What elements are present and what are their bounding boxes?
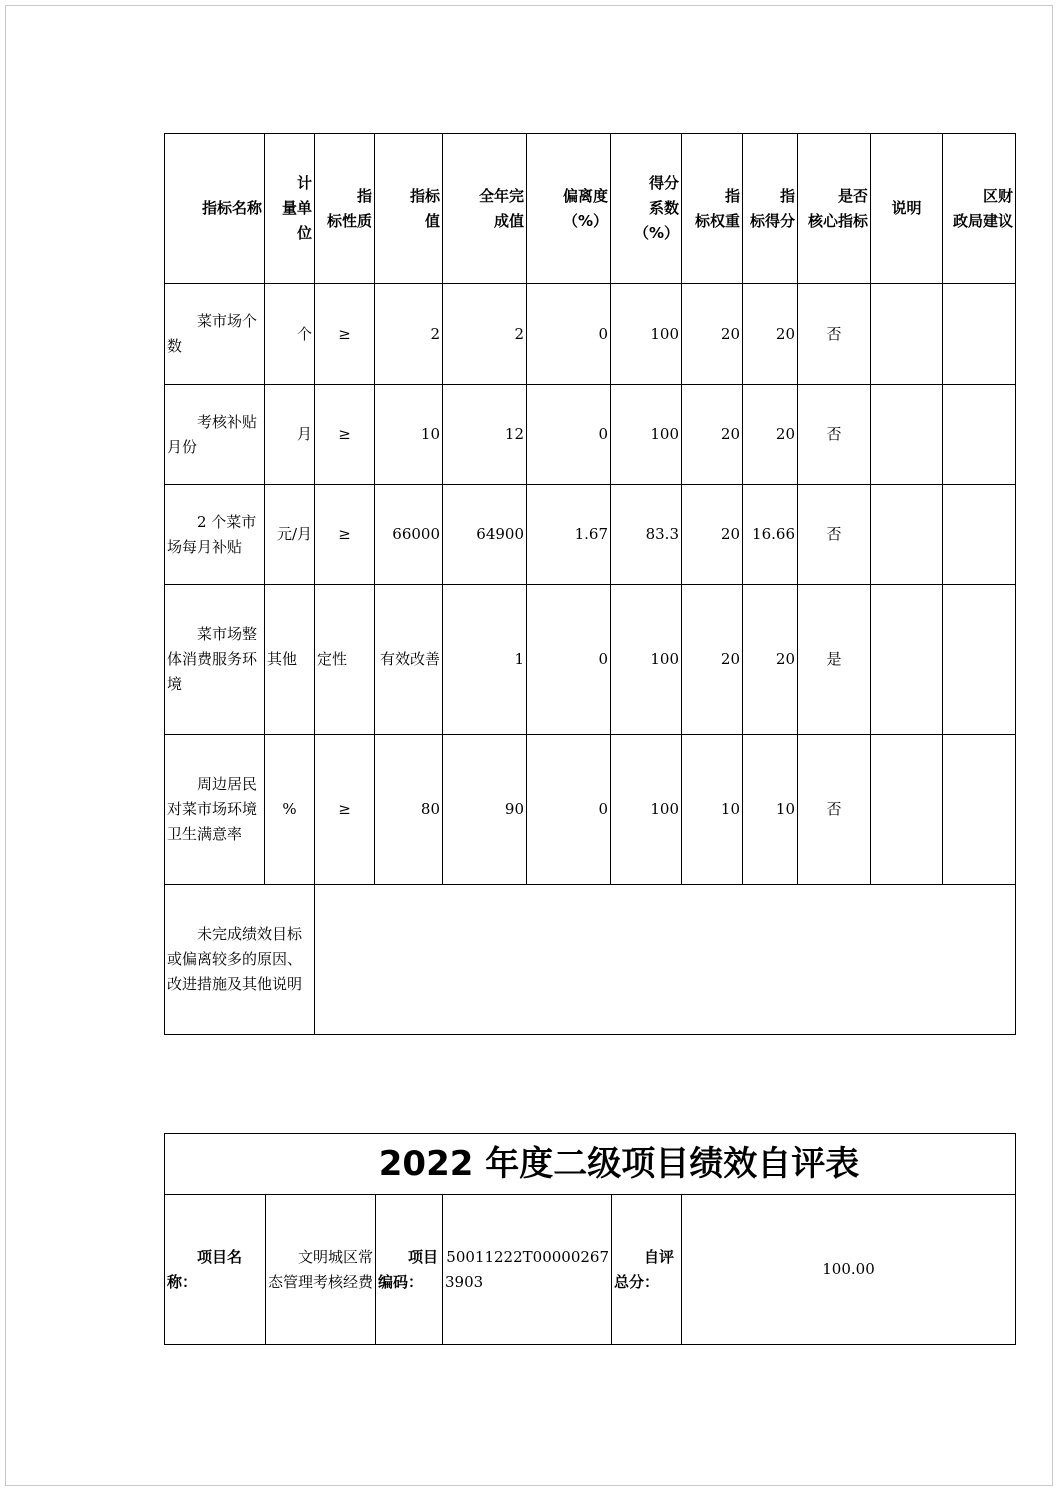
row-name: 2 个菜市场每月补贴 [165, 485, 265, 585]
row-deviation: 0 [527, 284, 611, 385]
self-score: 100.00 [682, 1195, 1016, 1345]
row-score: 20 [743, 284, 798, 385]
footer-value [315, 885, 1016, 1035]
row-weight: 20 [682, 585, 743, 735]
row-note [871, 735, 943, 885]
row-nature: 定性 [315, 585, 375, 735]
row-name: 菜市场个数 [165, 284, 265, 385]
indicator-table [164, 133, 1016, 1035]
header-core: 是否 核心指标 [798, 134, 871, 284]
row-core: 是 [798, 585, 871, 735]
row-advice [943, 485, 1016, 585]
header-weight: 指 标权重 [682, 134, 743, 284]
info-row [165, 1195, 1016, 1345]
row-core: 否 [798, 735, 871, 885]
row-coef: 100 [611, 385, 682, 485]
header-advice: 区财 政局建议 [943, 134, 1016, 284]
row-score: 20 [743, 385, 798, 485]
row-nature: ≥ [315, 284, 375, 385]
row-note [871, 284, 943, 385]
header-row [165, 134, 1016, 284]
row-note [871, 385, 943, 485]
table-row [165, 385, 1016, 485]
row-unit: 元/月 [265, 485, 315, 585]
row-weight: 20 [682, 385, 743, 485]
row-score: 20 [743, 585, 798, 735]
project-name-label: 项目名称： [165, 1195, 266, 1345]
row-nature: ≥ [315, 385, 375, 485]
row-coef: 83.3 [611, 485, 682, 585]
row-unit: 其他 [265, 585, 315, 735]
page-title: 2022 年度二级项目绩效自评表 [165, 1134, 1016, 1195]
row-score: 16.66 [743, 485, 798, 585]
header-note: 说明 [871, 134, 943, 284]
row-actual: 1 [443, 585, 527, 735]
row-nature: ≥ [315, 735, 375, 885]
header-name: 指标名称 [165, 134, 265, 284]
header-nature: 指 标性质 [315, 134, 375, 284]
score-label: 自评总分： [612, 1195, 682, 1345]
header-score: 指 标得分 [743, 134, 798, 284]
row-coef: 100 [611, 284, 682, 385]
row-weight: 20 [682, 485, 743, 585]
row-actual: 64900 [443, 485, 527, 585]
row-name: 周边居民对菜市场环境卫生满意率 [165, 735, 265, 885]
row-unit: % [265, 735, 315, 885]
row-advice [943, 284, 1016, 385]
row-weight: 20 [682, 284, 743, 385]
row-weight: 10 [682, 735, 743, 885]
header-coef: 得分 系数（%） [611, 134, 682, 284]
row-value: 有效改善 [375, 585, 443, 735]
row-actual: 12 [443, 385, 527, 485]
row-core: 否 [798, 385, 871, 485]
row-value: 66000 [375, 485, 443, 585]
row-value: 80 [375, 735, 443, 885]
row-note [871, 485, 943, 585]
footer-label: 未完成绩效目标或偏离较多的原因、改进措施及其他说明 [165, 885, 315, 1035]
row-coef: 100 [611, 585, 682, 735]
row-advice [943, 735, 1016, 885]
footer-row [165, 885, 1016, 1035]
project-code: 50011222T000002673903 [443, 1195, 612, 1345]
row-score: 10 [743, 735, 798, 885]
header-value: 指标 值 [375, 134, 443, 284]
row-value: 2 [375, 284, 443, 385]
row-value: 10 [375, 385, 443, 485]
row-name: 考核补贴月份 [165, 385, 265, 485]
row-advice [943, 385, 1016, 485]
row-core: 否 [798, 284, 871, 385]
row-deviation: 1.67 [527, 485, 611, 585]
row-deviation: 0 [527, 585, 611, 735]
row-actual: 90 [443, 735, 527, 885]
row-advice [943, 585, 1016, 735]
row-core: 否 [798, 485, 871, 585]
row-unit: 个 [265, 284, 315, 385]
project-name: 文明城区常态管理考核经费 [266, 1195, 376, 1345]
title-row [165, 1134, 1016, 1195]
header-deviation: 偏离度 （%） [527, 134, 611, 284]
self-evaluation-table [164, 1133, 1016, 1345]
header-actual: 全年完 成值 [443, 134, 527, 284]
row-nature: ≥ [315, 485, 375, 585]
row-unit: 月 [265, 385, 315, 485]
row-actual: 2 [443, 284, 527, 385]
row-coef: 100 [611, 735, 682, 885]
table-row [165, 585, 1016, 735]
table-row [165, 284, 1016, 385]
project-code-label: 项目编码： [376, 1195, 443, 1345]
header-unit: 计 量单 位 [265, 134, 315, 284]
row-deviation: 0 [527, 735, 611, 885]
row-deviation: 0 [527, 385, 611, 485]
table-row [165, 485, 1016, 585]
table-row [165, 735, 1016, 885]
row-name: 菜市场整体消费服务环境 [165, 585, 265, 735]
row-note [871, 585, 943, 735]
